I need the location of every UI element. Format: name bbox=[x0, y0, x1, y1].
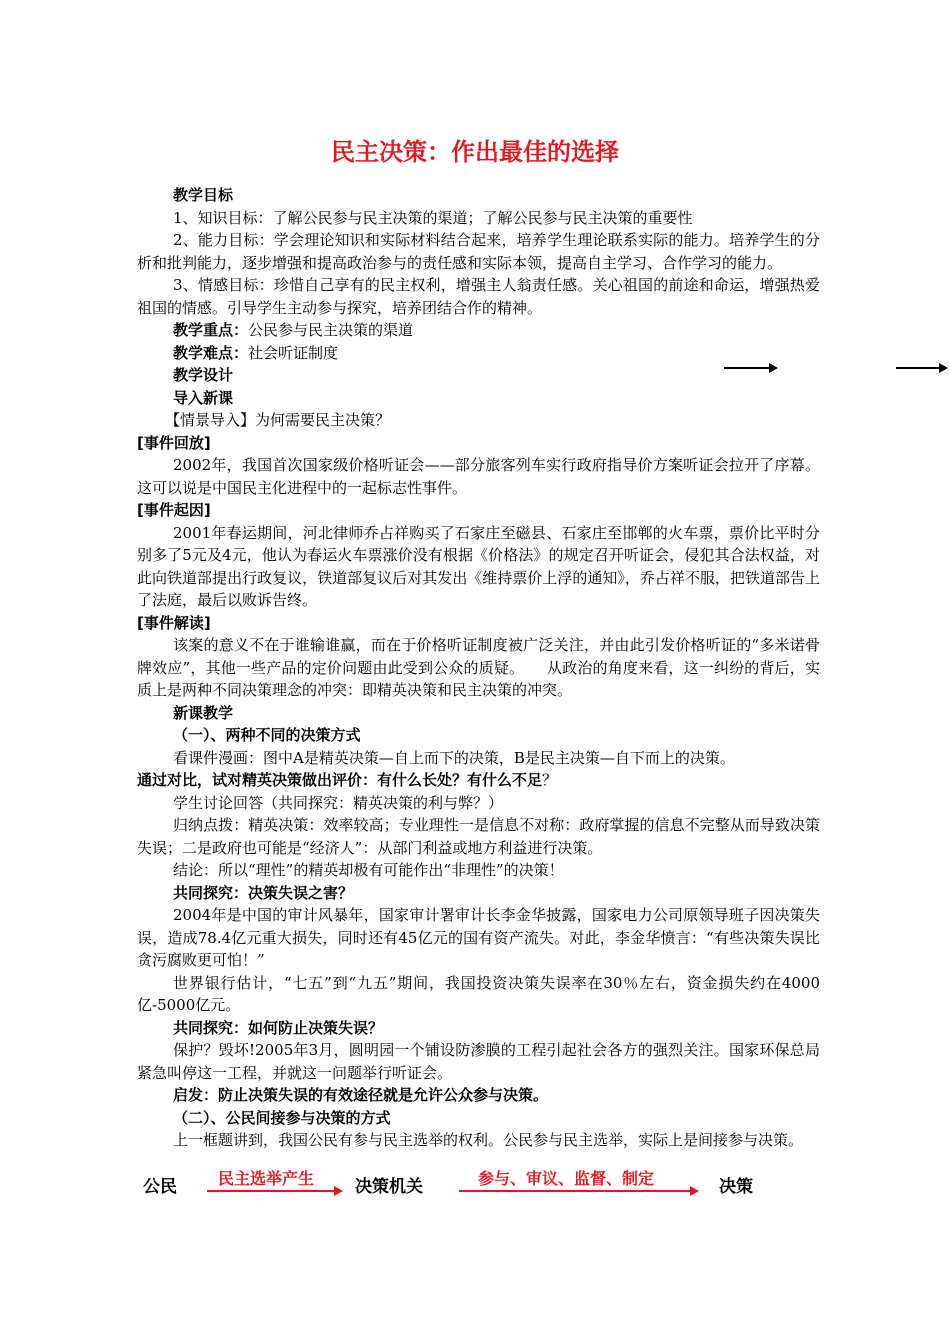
document-body bbox=[137, 184, 820, 1152]
intro-heading: 导入新课 bbox=[173, 388, 234, 407]
inquiry-prevent-heading: 共同探究：如何防止决策失误？ bbox=[173, 1018, 384, 1037]
section-1-question-text: 通过对比，试对精英决策做出评价：有什么长处？有什么不足 bbox=[137, 771, 543, 789]
inquiry-harm-heading: 共同探究：决策失误之害？ bbox=[173, 883, 354, 902]
goal-knowledge: 1、知识目标：了解公民参与民主决策的渠道；了解公民参与民主决策的重要性 bbox=[173, 208, 693, 227]
flow-label-election: 民主选举产生 bbox=[218, 1169, 315, 1188]
section-1-heading: （一）、两种不同的决策方式 bbox=[173, 726, 361, 744]
teaching-key-text: 公民参与民主决策的渠道 bbox=[248, 321, 414, 339]
world-bank-paragraph: 世界银行估计，“七五”到“九五”期间，我国投资决策失误率在30％左右，资金损失约在4000亿-5000亿元。 bbox=[137, 973, 820, 1014]
teaching-key bbox=[137, 319, 820, 342]
goal-ability: 2、能力目标：学会理论知识和实际材料结合起来，培养学生理论联系实际的能力。培养学生的分析和批判能力，逐步增强和提高政治参与的责任感和实际本领，提高自主学习、合作学习的能力。 bbox=[137, 231, 820, 272]
flow-node-decision-body: 决策机关 bbox=[355, 1177, 423, 1197]
event-reading-text: 该案的意义不在于谁输谁赢，而在于价格听证制度被广泛关注，并由此引发价格听证的“多米诺骨牌效应”，其他一些产品的定价问题由此受到公众的质疑。 从政治的角度来看，这一纠纷的背后，实质上是两种不同决策理念的冲突：即精英决策和民主决策的冲突。 bbox=[137, 636, 820, 699]
section-2-heading: （二）、公民间接参与决策的方式 bbox=[173, 1108, 391, 1127]
teaching-difficulty-text: 社会听证制度 bbox=[248, 343, 339, 362]
design-heading: 教学设计 bbox=[173, 366, 234, 384]
goal-emotion: 3、情感目标：珍惜自己享有的民主权利，增强主人翁责任感。关心祖国的前途和命运，增强热爱祖国的情感。引导学生主动参与探究，培养团结合作的精神。 bbox=[137, 276, 820, 317]
teaching-difficulty-label: 教学难点： bbox=[173, 343, 249, 362]
event-cause-text: 2001年春运期间，河北律师乔占祥购买了石家庄至磁县、石家庄至邯郸的火车票，票价比平时分别多了5元及4元，他认为春运火车票涨价没有根据《价格法》的规定召开听证会，侵犯其合法权益，对此向铁道部提出行政复议，铁道部复议后对其发出《维持票价上浮的通知》，乔占祥不服，把铁道部告上了法庭，最后以败诉告终。 bbox=[137, 523, 820, 609]
scenario-intro: 【情景导入】为何需要民主决策？ bbox=[165, 411, 391, 429]
goals-heading: 教学目标 bbox=[173, 186, 234, 204]
audit-paragraph: 2004年是中国的审计风暴年，国家审计署审计长李金华披露，国家电力公司原领导班子因决策失误，造成78.4亿元重大损失，同时还有45亿元的国有资产流失。对此，李金华愤言：“有些决策失误比贪污腐败更可怕！” bbox=[137, 906, 820, 969]
event-review-label: [事件回放] bbox=[137, 433, 211, 452]
flow-arrow-1 bbox=[207, 1190, 341, 1192]
flow-arrow-2 bbox=[459, 1190, 697, 1192]
flow-label-participation: 参与、审议、监督、制定 bbox=[478, 1169, 655, 1188]
flow-node-citizen: 公民 bbox=[143, 1177, 177, 1197]
section-1-discussion: 学生讨论回答（共同探究：精英决策的利与弊？） bbox=[173, 793, 504, 812]
teaching-key-label: 教学重点： bbox=[173, 321, 249, 339]
section-2-intro: 上一框题讲到，我国公民有参与民主选举的权利。公民参与民主选举，实际上是间接参与决策。 bbox=[173, 1131, 804, 1149]
event-reading-label: [事件解读] bbox=[137, 613, 211, 632]
yuanmingyuan-paragraph: 保护？毁坏!2005年3月，圆明园一个铺设防渗膜的工程引起社会各方的强烈关注。国家环保总局紧急叫停这一工程，并就这一问题举行听证会。 bbox=[137, 1041, 820, 1082]
section-1-cartoon: 看课件漫画：图中A是精英决策—自上而下的决策，B是民主决策—自下而上的决策。 bbox=[173, 748, 735, 767]
decorative-arrow-2 bbox=[896, 367, 946, 369]
section-1-summary: 归纳点拨：精英决策：效率较高；专业理性一是信息不对称：政府掌握的信息不完整从而导致决策失误；二是政府也可能是“经济人”：从部门利益或地方利益进行决策。 bbox=[137, 816, 820, 857]
event-cause-label: [事件起因] bbox=[137, 501, 211, 519]
participation-flow-diagram bbox=[0, 1166, 950, 1206]
section-1-question bbox=[137, 769, 820, 792]
event-review-text: 2002年，我国首次国家级价格听证会——部分旅客列车实行政府指导价方案听证会拉开了序幕。这可以说是中国民主化进程中的一起标志性事件。 bbox=[137, 456, 820, 497]
new-lesson-heading: 新课教学 bbox=[173, 703, 234, 722]
section-1-conclusion: 结论：所以“理性”的精英却极有可能作出“非理性”的决策！ bbox=[173, 861, 564, 879]
insight-text: 启发：防止决策失误的有效途径就是允许公众参与决策。 bbox=[173, 1086, 549, 1104]
flow-node-decision: 决策 bbox=[719, 1177, 753, 1197]
page-title: 民主决策：作出最佳的选择 bbox=[331, 138, 619, 166]
teaching-difficulty bbox=[137, 342, 820, 365]
section-1-question-mark: ？ bbox=[542, 771, 558, 789]
